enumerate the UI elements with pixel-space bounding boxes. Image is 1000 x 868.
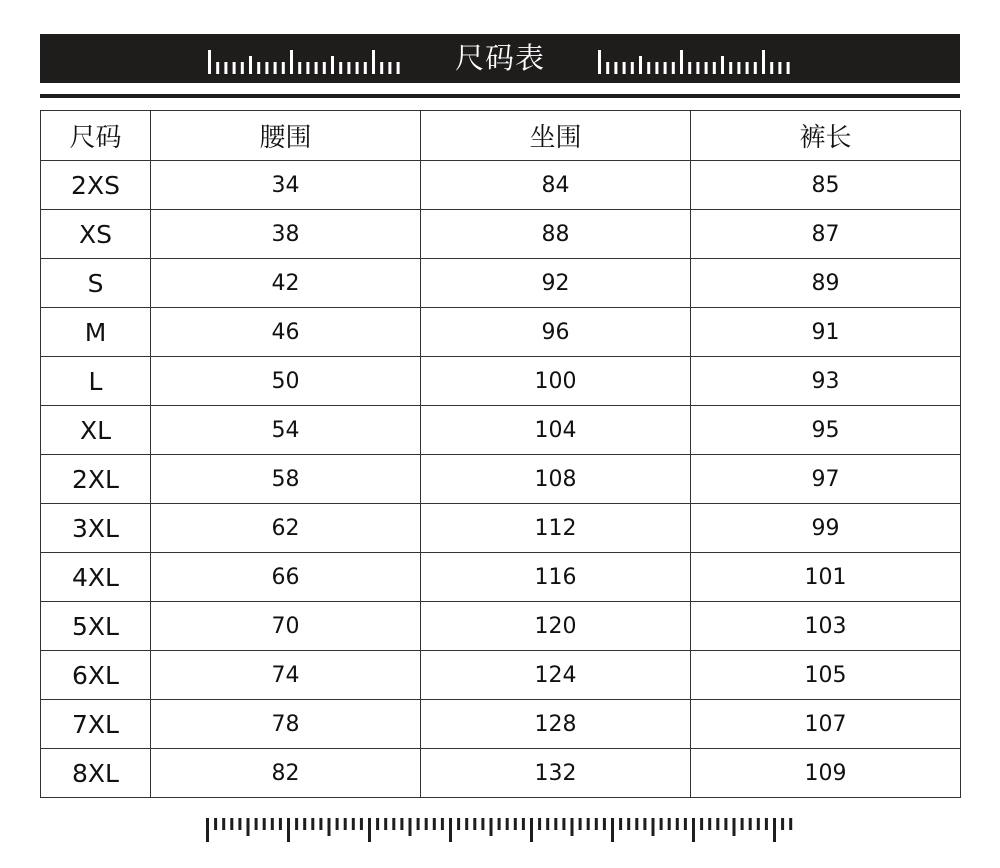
ruler-tick (546, 818, 549, 830)
ruler-tick (352, 818, 355, 830)
length-cell: 87 (691, 210, 961, 259)
length-cell: 109 (691, 749, 961, 798)
ruler-tick (705, 62, 708, 74)
table-row (41, 553, 961, 602)
size-cell: 8XL (41, 749, 151, 798)
ruler-tick (295, 818, 298, 830)
hip-cell: 128 (421, 700, 691, 749)
ruler-tick (713, 62, 716, 74)
ruler-tick (787, 62, 790, 74)
ruler-tick (724, 818, 727, 830)
ruler-tick (238, 818, 241, 830)
ruler-tick (579, 818, 582, 830)
ruler-tick (287, 818, 290, 842)
ruler-tick (530, 818, 533, 842)
ruler-tick (733, 818, 736, 836)
waist-cell: 78 (151, 700, 421, 749)
ruler-tick (425, 818, 428, 830)
hip-cell: 124 (421, 651, 691, 700)
ruler-tick (643, 818, 646, 830)
ruler-tick (672, 62, 675, 74)
ruler-tick (668, 818, 671, 830)
size-cell: 7XL (41, 700, 151, 749)
hip-cell: 84 (421, 161, 691, 210)
header-size: 尺码 (41, 111, 151, 161)
ruler-tick (729, 62, 732, 74)
size-cell: 6XL (41, 651, 151, 700)
waist-cell: 54 (151, 406, 421, 455)
ruler-tick (627, 818, 630, 830)
ruler-tick (554, 818, 557, 830)
ruler-tick (538, 818, 541, 830)
size-table (40, 110, 961, 798)
ruler-tick (498, 818, 501, 830)
length-cell: 105 (691, 651, 961, 700)
table-row (41, 455, 961, 504)
table-row (41, 406, 961, 455)
ruler-tick (754, 62, 757, 74)
ruler-tick (255, 818, 258, 830)
length-cell: 99 (691, 504, 961, 553)
length-cell: 101 (691, 553, 961, 602)
hip-cell: 88 (421, 210, 691, 259)
length-cell: 85 (691, 161, 961, 210)
size-cell: M (41, 308, 151, 357)
ruler-tick (271, 818, 274, 830)
ruler-tick (631, 62, 634, 74)
table-header-row (41, 111, 961, 161)
ruler-tick (746, 62, 749, 74)
size-cell: 5XL (41, 602, 151, 651)
ruler-tick (635, 818, 638, 830)
ruler-tick (692, 818, 695, 842)
ruler-tick (623, 62, 626, 74)
ruler-tick (676, 818, 679, 830)
hip-cell: 108 (421, 455, 691, 504)
waist-cell: 58 (151, 455, 421, 504)
hip-cell: 132 (421, 749, 691, 798)
table-row (41, 700, 961, 749)
ruler-tick (247, 818, 250, 836)
ruler-tick (664, 62, 667, 74)
ruler-tick (611, 818, 614, 842)
ruler-decoration-right (596, 46, 796, 76)
ruler-tick (773, 818, 776, 842)
table-row (41, 308, 961, 357)
length-cell: 103 (691, 602, 961, 651)
ruler-tick (770, 62, 773, 74)
ruler-tick (696, 62, 699, 74)
ruler-tick (319, 818, 322, 830)
ruler-tick (392, 818, 395, 830)
waist-cell: 50 (151, 357, 421, 406)
ruler-tick (614, 62, 617, 74)
table-row (41, 210, 961, 259)
ruler-tick (716, 818, 719, 830)
size-cell: 3XL (41, 504, 151, 553)
size-cell: L (41, 357, 151, 406)
ruler-tick (647, 62, 650, 74)
header-hip: 坐围 (421, 111, 691, 161)
ruler-tick (737, 62, 740, 74)
waist-cell: 66 (151, 553, 421, 602)
size-cell: 4XL (41, 553, 151, 602)
ruler-tick (263, 818, 266, 830)
hip-cell: 100 (421, 357, 691, 406)
ruler-tick (465, 818, 468, 830)
ruler-tick (587, 818, 590, 830)
ruler-tick (473, 818, 476, 830)
ruler-tick (400, 818, 403, 830)
ruler-tick (417, 818, 420, 830)
ruler-decoration-bottom (204, 814, 800, 844)
ruler-tick (721, 56, 724, 74)
length-cell: 107 (691, 700, 961, 749)
size-cell: 2XL (41, 455, 151, 504)
ruler-tick (368, 818, 371, 842)
page-title: 尺码表 (454, 41, 545, 75)
ruler-tick (457, 818, 460, 830)
ruler-tick (562, 818, 565, 830)
length-cell: 89 (691, 259, 961, 308)
header-length: 裤长 (691, 111, 961, 161)
hip-cell: 92 (421, 259, 691, 308)
ruler-tick (700, 818, 703, 830)
size-cell: XS (41, 210, 151, 259)
waist-cell: 82 (151, 749, 421, 798)
ruler-tick (409, 818, 412, 836)
ruler-tick (222, 818, 225, 830)
size-cell: XL (41, 406, 151, 455)
waist-cell: 70 (151, 602, 421, 651)
ruler-tick (708, 818, 711, 830)
ruler-tick (344, 818, 347, 830)
ruler-tick (206, 818, 209, 842)
ruler-tick (303, 818, 306, 830)
ruler-tick (449, 818, 452, 842)
ruler-tick (481, 818, 484, 830)
ruler-tick (684, 818, 687, 830)
ruler-tick (652, 818, 655, 836)
length-cell: 95 (691, 406, 961, 455)
ruler-tick (360, 818, 363, 830)
ruler-tick (522, 818, 525, 830)
ruler-tick (595, 818, 598, 830)
table-row (41, 602, 961, 651)
table-row (41, 651, 961, 700)
table-row (41, 259, 961, 308)
ruler-tick (660, 818, 663, 830)
waist-cell: 46 (151, 308, 421, 357)
ruler-tick (571, 818, 574, 836)
ruler-tick (506, 818, 509, 830)
ruler-tick (441, 818, 444, 830)
waist-cell: 38 (151, 210, 421, 259)
ruler-tick (762, 50, 765, 74)
hip-cell: 116 (421, 553, 691, 602)
table-row (41, 749, 961, 798)
table-row (41, 504, 961, 553)
length-cell: 97 (691, 455, 961, 504)
ruler-tick (619, 818, 622, 830)
ruler-tick (598, 50, 601, 74)
hip-cell: 120 (421, 602, 691, 651)
ruler-tick (781, 818, 784, 830)
ruler-tick (214, 818, 217, 830)
ruler-tick (778, 62, 781, 74)
size-cell: 2XS (41, 161, 151, 210)
ruler-tick (384, 818, 387, 830)
waist-cell: 34 (151, 161, 421, 210)
waist-cell: 62 (151, 504, 421, 553)
ruler-tick (680, 50, 683, 74)
ruler-tick (749, 818, 752, 830)
ruler-tick (230, 818, 233, 830)
ruler-tick (639, 56, 642, 74)
length-cell: 91 (691, 308, 961, 357)
hip-cell: 96 (421, 308, 691, 357)
ruler-tick (311, 818, 314, 830)
ruler-tick (688, 62, 691, 74)
header-waist: 腰围 (151, 111, 421, 161)
ruler-tick (655, 62, 658, 74)
waist-cell: 74 (151, 651, 421, 700)
table-row (41, 161, 961, 210)
ruler-tick (757, 818, 760, 830)
table-row (41, 357, 961, 406)
ruler-tick (433, 818, 436, 830)
waist-cell: 42 (151, 259, 421, 308)
ruler-tick (279, 818, 282, 830)
ruler-tick (606, 62, 609, 74)
ruler-tick (490, 818, 493, 836)
size-cell: S (41, 259, 151, 308)
divider-line (40, 94, 960, 98)
ruler-tick (765, 818, 768, 830)
length-cell: 93 (691, 357, 961, 406)
ruler-tick (603, 818, 606, 830)
hip-cell: 104 (421, 406, 691, 455)
ruler-tick (376, 818, 379, 830)
ruler-tick (336, 818, 339, 830)
ruler-tick (328, 818, 331, 836)
ruler-tick (789, 818, 792, 830)
ruler-tick (741, 818, 744, 830)
title-banner (40, 34, 960, 83)
ruler-tick (514, 818, 517, 830)
hip-cell: 112 (421, 504, 691, 553)
